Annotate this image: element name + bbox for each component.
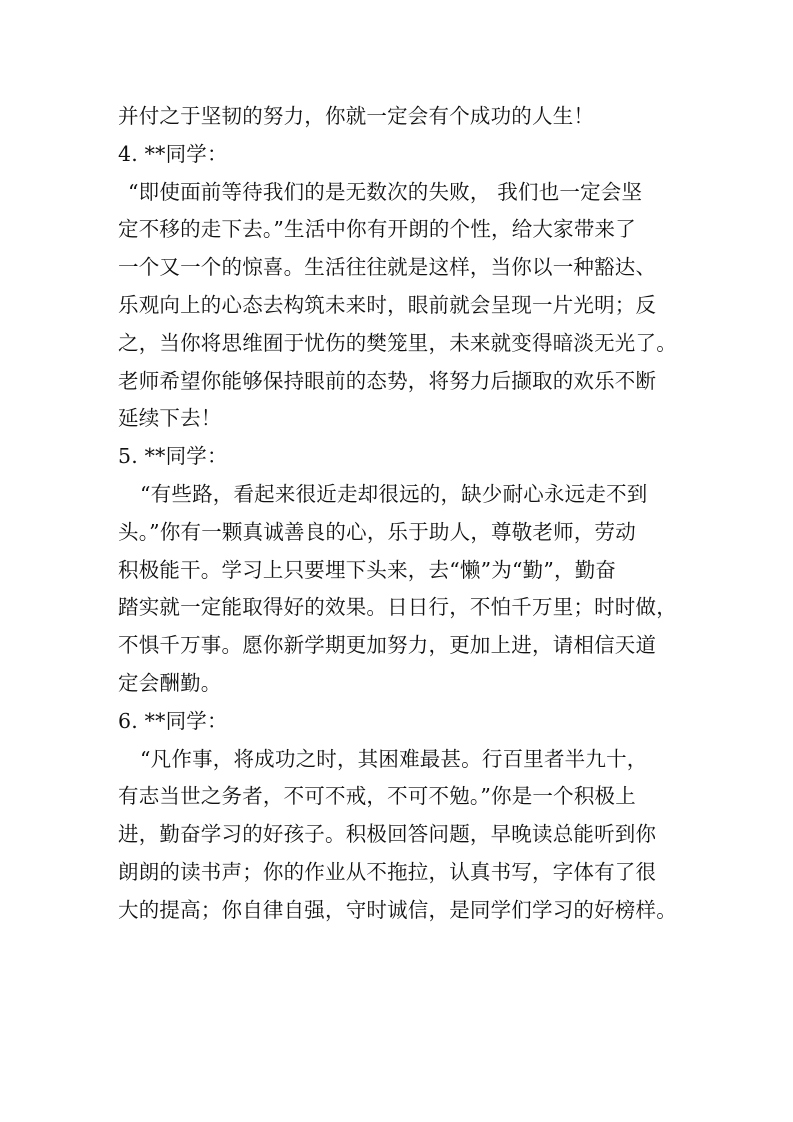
paragraph-line: 老师希望你能够保持眼前的态势，将努力后撷取的欢乐不断 — [118, 368, 657, 393]
paragraph-line: “凡作事，将成功之时，其困难最甚。行百里者半九十， — [140, 746, 648, 771]
paragraph-line: 进，勤奋学习的好孩子。积极回答问题，早晚读总能听到你 — [118, 822, 657, 847]
section-heading: 4. **同学： — [118, 141, 228, 166]
paragraph-line: 有志当世之务者，不可不戒，不可不勉。”你是一个积极上 — [118, 784, 636, 809]
paragraph-line: 之，当你将思维囿于忧伤的樊笼里，未来就变得暗淡无光了。 — [118, 330, 677, 355]
paragraph-line: 积极能干。学习上只要埋下头来，去“懒”为“勤”，勤奋 — [118, 557, 617, 582]
section-heading: 6. **同学： — [118, 708, 228, 733]
document-body — [118, 98, 678, 930]
paragraph-line: 定会酬勤。 — [118, 670, 222, 695]
paragraph-line: “即使面前等待我们的是无数次的失败， 我们也一定会坚 — [128, 179, 643, 204]
paragraph-line: 延续下去！ — [118, 406, 222, 431]
paragraph-line: “有些路，看起来很近走却很远的，缺少耐心永远走不到 — [140, 481, 648, 506]
paragraph-line: 大的提高；你自律自强，守时诚信，是同学们学习的好榜样。 — [118, 897, 677, 922]
paragraph-line: 朗朗的读书声；你的作业从不拖拉，认真书写，字体有了很 — [118, 859, 657, 884]
paragraph-line: 定不移的走下去。”生活中你有开朗的个性，给大家带来了 — [118, 217, 636, 242]
paragraph-line: 头。”你有一颗真诚善良的心，乐于助人，尊敬老师，劳动 — [118, 519, 636, 544]
paragraph-line: 一个又一个的惊喜。生活往往就是这样，当你以一种豁达、 — [118, 255, 657, 280]
paragraph-line: 并付之于坚韧的努力，你就一定会有个成功的人生！ — [118, 104, 595, 128]
paragraph-line: 不惧千万事。愿你新学期更加努力，更加上进，请相信天道 — [118, 633, 657, 658]
paragraph-line: 踏实就一定能取得好的效果。日日行，不怕千万里；时时做， — [118, 595, 677, 620]
section-heading: 5. **同学： — [118, 444, 228, 469]
paragraph-line: 乐观向上的心态去构筑未来时，眼前就会呈现一片光明；反 — [118, 292, 657, 317]
